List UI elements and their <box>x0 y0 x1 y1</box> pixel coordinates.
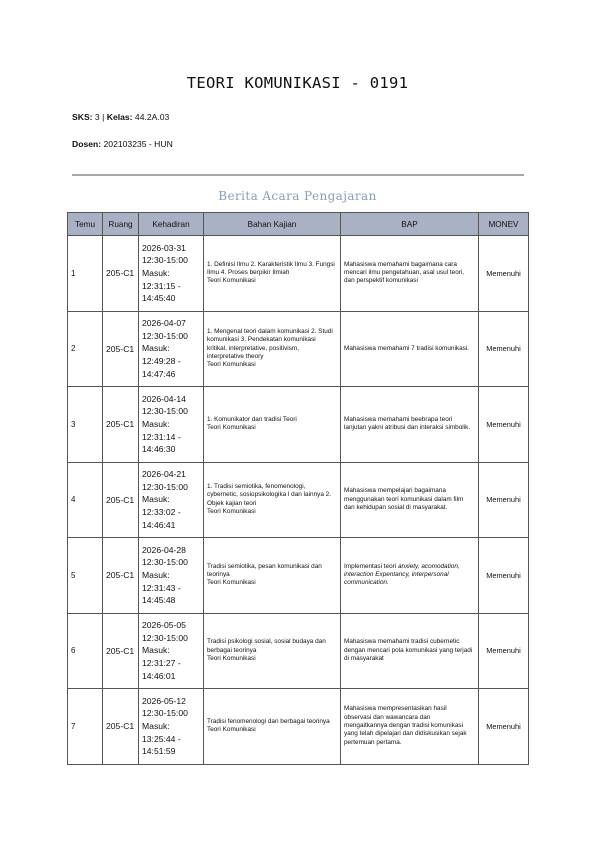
bahan-kajian-cell <box>204 689 341 765</box>
sks-value: 3 | <box>92 112 107 122</box>
table-row <box>68 538 529 614</box>
jam: 12:30-15:00 <box>142 481 188 492</box>
bahan-mk: Teori Komunikasi <box>207 424 256 432</box>
masuk-time: 13:25:44 - <box>142 733 181 744</box>
bahan-mk: Teori Komunikasi <box>207 654 256 662</box>
bahan-mk: Teori Komunikasi <box>207 361 256 369</box>
temu-cell: 2 <box>68 311 103 387</box>
ruang-cell: 205-C1 <box>103 236 139 312</box>
bap-italic: anxiety, acomodation, interaction Expentancy, interpersonal communication. <box>344 562 460 587</box>
masuk-label: Masuk: <box>142 494 170 505</box>
ruang-cell: 205-C1 <box>103 689 139 765</box>
bahan-mk: Teori Komunikasi <box>207 277 256 285</box>
bahan-kajian-cell <box>204 311 341 387</box>
header-ruang: Ruang <box>103 213 139 236</box>
bahan-text: Tradisi semiotika, pesan komunikasi dan teorinya <box>207 562 322 579</box>
bap-cell: Mahasiswa memahami 7 tradisi komunikasi. <box>341 311 479 387</box>
jam: 12:30-15:00 <box>142 330 188 341</box>
table-row <box>68 387 529 463</box>
bahan-text: 1. Definisi Ilmu 2. Karakteristik Ilmu 3. Fungsi Ilmu 4. Proses berpikir Ilmiah <box>207 260 335 277</box>
tanggal: 2026-03-31 <box>142 242 186 253</box>
bahan-kajian-cell <box>204 538 341 614</box>
header-temu: Temu <box>68 213 103 236</box>
temu-cell: 6 <box>68 613 103 689</box>
masuk-label: Masuk: <box>142 720 170 731</box>
ruang-cell: 205-C1 <box>103 462 139 538</box>
keluar-time: 14:46:30 <box>142 444 176 455</box>
masuk-label: Masuk: <box>142 418 170 429</box>
masuk-time: 12:31:43 - <box>142 582 181 593</box>
tanggal: 2026-04-07 <box>142 318 186 329</box>
monev-cell: Memenuhi <box>479 538 529 614</box>
ruang-cell: 205-C1 <box>103 387 139 463</box>
dosen-label: Dosen: <box>72 139 102 149</box>
dosen-line <box>72 139 173 149</box>
kehadiran-cell <box>139 236 204 312</box>
keluar-time: 14:45:40 <box>142 293 176 304</box>
table-row <box>68 613 529 689</box>
tanggal: 2026-04-14 <box>142 393 186 404</box>
bahan-text: 1. Komunikator dan tradisi Teori <box>207 415 297 423</box>
tanggal: 2026-04-21 <box>142 469 186 480</box>
jam: 12:30-15:00 <box>142 632 188 643</box>
kehadiran-cell <box>139 311 204 387</box>
monev-cell: Memenuhi <box>479 462 529 538</box>
kelas-label: Kelas: <box>106 112 133 122</box>
section-title: Berita Acara Pengajaran <box>218 189 377 203</box>
keluar-time: 14:51:59 <box>142 746 176 757</box>
bahan-text: 1. Mengenal teori dalam komunikasi 2. Studi komunikasi 3. Pendekatan komunikasi kritikal, interpretative, positivism, interpretative theory <box>207 327 333 360</box>
temu-cell: 3 <box>68 387 103 463</box>
jam: 12:30-15:00 <box>142 708 188 719</box>
header-monev: MONEV <box>479 213 529 236</box>
bahan-text: 1. Tradisi semiotika, fenomenologi, cybernetic, sosiopsikologika l dan lainnya 2. Objek kajian teori <box>207 482 331 507</box>
jam: 12:30-15:00 <box>142 557 188 568</box>
temu-cell: 4 <box>68 462 103 538</box>
keluar-time: 14:46:01 <box>142 670 176 681</box>
bahan-kajian-cell <box>204 613 341 689</box>
table-row <box>68 236 529 312</box>
masuk-time: 12:31:15 - <box>142 280 181 291</box>
sks-kelas-line <box>72 112 169 122</box>
bap-cell: Mahasiswa memahami beebrapa teori lanjutan yakni atribusi dan interaksi simbolik. <box>341 387 479 463</box>
monev-cell: Memenuhi <box>479 689 529 765</box>
bap-cell: Mahasiswa memahami tradisi cubernetic dengan mencari pola komunikasi yang terjadi di masyarakat <box>341 613 479 689</box>
bap-table <box>67 212 529 765</box>
tanggal: 2026-04-28 <box>142 544 186 555</box>
kehadiran-cell <box>139 538 204 614</box>
keluar-time: 14:47:46 <box>142 368 176 379</box>
masuk-label: Masuk: <box>142 645 170 656</box>
bahan-text: Tradisi fenomenologi dan berbagai teorinya <box>207 717 330 725</box>
temu-cell: 5 <box>68 538 103 614</box>
masuk-time: 12:31:27 - <box>142 658 181 669</box>
jam: 12:30-15:00 <box>142 255 188 266</box>
bap-cell <box>341 538 479 614</box>
table-header-row <box>68 213 529 236</box>
table-row <box>68 462 529 538</box>
ruang-cell: 205-C1 <box>103 311 139 387</box>
bap-cell: Mahasiswa mempelajari bagaimana menggunakan teori komunikasi dalam film dan kehidupan sosial di masyarakat. <box>341 462 479 538</box>
bahan-mk: Teori Komunikasi <box>207 579 256 587</box>
bahan-text: Tradisi psikologi sosial, sosial budaya dan berbagai teorinya <box>207 638 326 654</box>
masuk-label: Masuk: <box>142 267 170 278</box>
divider <box>72 174 524 176</box>
header-bahan-kajian: Bahan Kajian <box>204 213 341 236</box>
table-row <box>68 311 529 387</box>
masuk-label: Masuk: <box>142 569 170 580</box>
header-kehadiran: Kehadiran <box>139 213 204 236</box>
kehadiran-cell <box>139 689 204 765</box>
bahan-kajian-cell <box>204 236 341 312</box>
masuk-time: 12:49:28 - <box>142 356 181 367</box>
header-bap: BAP <box>341 213 479 236</box>
monev-cell: Memenuhi <box>479 236 529 312</box>
bahan-mk: Teori Komunikasi <box>207 726 256 734</box>
kehadiran-cell <box>139 613 204 689</box>
bahan-mk: Teori Komunikasi <box>207 508 256 516</box>
jam: 12:30-15:00 <box>142 406 188 417</box>
ruang-cell: 205-C1 <box>103 613 139 689</box>
temu-cell: 1 <box>68 236 103 312</box>
bap-prefix: Implementasi teori <box>344 562 398 570</box>
monev-cell: Memenuhi <box>479 311 529 387</box>
kelas-value: 44.2A.03 <box>132 112 170 122</box>
masuk-time: 12:31:14 - <box>142 431 181 442</box>
kehadiran-cell <box>139 387 204 463</box>
temu-cell: 7 <box>68 689 103 765</box>
masuk-label: Masuk: <box>142 343 170 354</box>
ruang-cell: 205-C1 <box>103 538 139 614</box>
bahan-kajian-cell <box>204 387 341 463</box>
keluar-time: 14:45:48 <box>142 595 176 606</box>
tanggal: 2026-05-12 <box>142 695 186 706</box>
monev-cell: Memenuhi <box>479 613 529 689</box>
page-title: TEORI KOMUNIKASI - 0191 <box>186 74 409 92</box>
masuk-time: 12:33:02 - <box>142 507 181 518</box>
monev-cell: Memenuhi <box>479 387 529 463</box>
keluar-time: 14:46:41 <box>142 519 176 530</box>
bahan-kajian-cell <box>204 462 341 538</box>
table-row <box>68 689 529 765</box>
kehadiran-cell <box>139 462 204 538</box>
dosen-value: 202103235 - HUN <box>101 139 173 149</box>
tanggal: 2026-05-05 <box>142 620 186 631</box>
sks-label: SKS: <box>72 112 93 122</box>
bap-cell: Mahasiswa mempresentasikan hasil observasi dan wawancara dan mengaitkannya dengan tradisi komunikasi yang telah dipelajari dan didiskusikan sejak pertemuan pertama. <box>341 689 479 765</box>
bap-cell: Mahasiswa memahami bagaimana cara mencari ilmu pengetahuan, asal usul teori, dan perspektif komunikasi <box>341 236 479 312</box>
